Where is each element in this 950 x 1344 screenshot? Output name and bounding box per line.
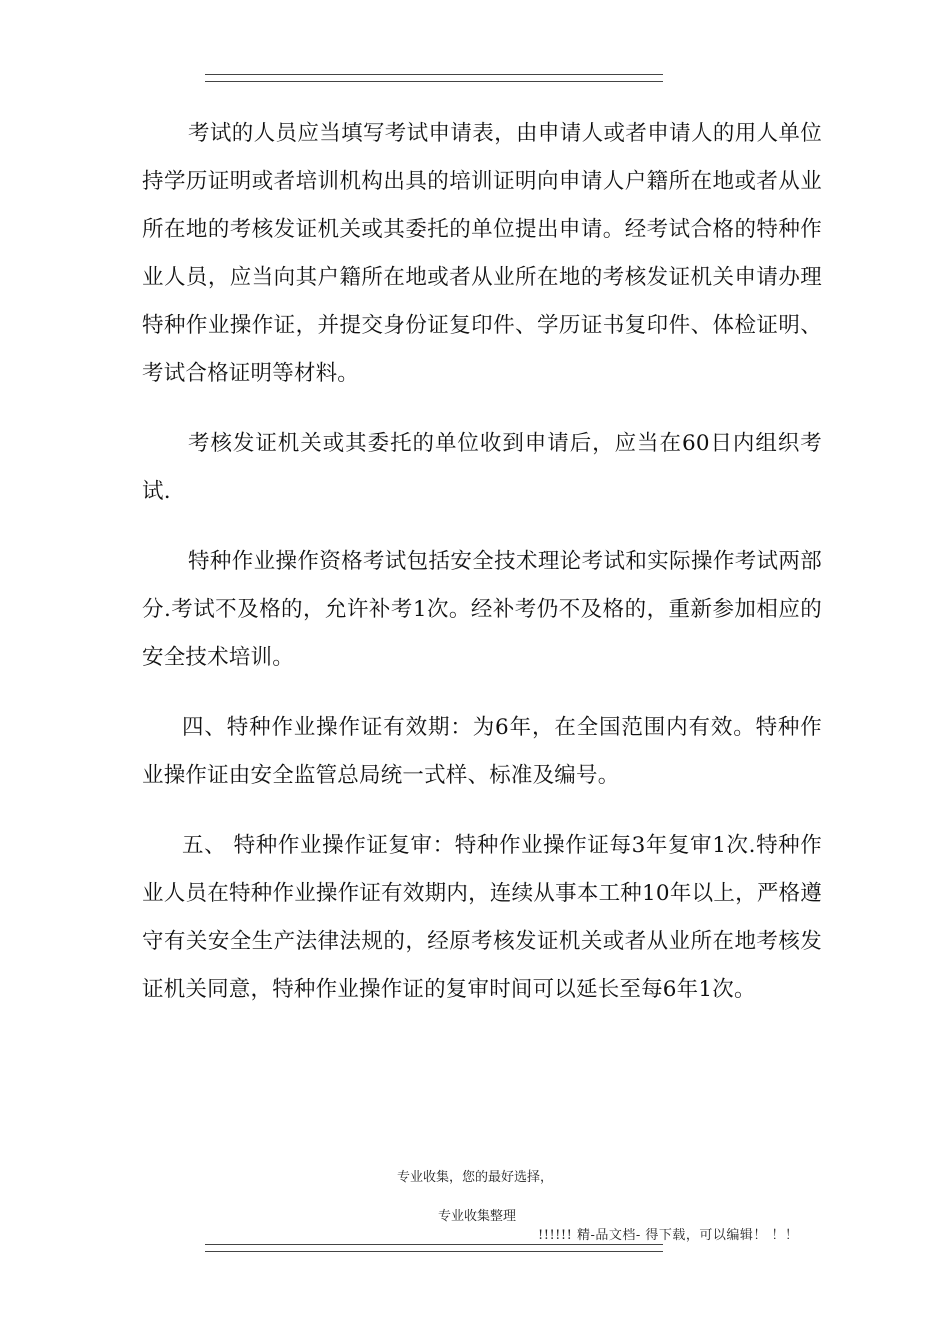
footer-promo: !!!!!! 精-品文档- 得下载，可以编辑！ ！！	[538, 1228, 799, 1243]
footer-rule	[205, 1244, 663, 1252]
paragraph-exam-schedule: 考核发证机关或其委托的单位收到申请后，应当在60日内组织考试.	[142, 431, 822, 504]
paragraph-exam-content: 特种作业操作资格考试包括安全技术理论考试和实际操作考试两部分.考试不及格的，允许补考1次。经补考仍不及格的，重新参加相应的安全技术培训。	[142, 549, 822, 670]
paragraph-section-four: 四、特种作业操作证有效期：为6年，在全国范围内有效。特种作业操作证由安全监管总局统一式样、标准及编号。	[142, 715, 822, 788]
paragraph-section-five: 五、 特种作业操作证复审：特种作业操作证每3年复审1次.特种作业人员在特种作业操作证有效期内，连续从事本工种10年以上，严格遵守有关安全生产法律法规的，经原考核发证机关或者从业所在地考核发证机关同意，特种作业操作证的复审时间可以延长至每6年1次。	[142, 833, 822, 1002]
document-body	[142, 110, 822, 1014]
header-rule	[205, 74, 663, 82]
footer-collection: 专业收集整理	[438, 1209, 517, 1224]
paragraph-exam-application: 考试的人员应当填写考试申请表，由申请人或者申请人的用人单位持学历证明或者培训机构出具的培训证明向申请人户籍所在地或者从业所在地的考核发证机关或其委托的单位提出申请。经考试合格的特种作业人员，应当向其户籍所在地或者从业所在地的考核发证机关申请办理特种作业操作证，并提交身份证复印件、学历证书复印件、体检证明、考试合格证明等材料。	[142, 121, 822, 386]
footer-tagline: 专业收集，您的最好选择，	[396, 1170, 553, 1185]
